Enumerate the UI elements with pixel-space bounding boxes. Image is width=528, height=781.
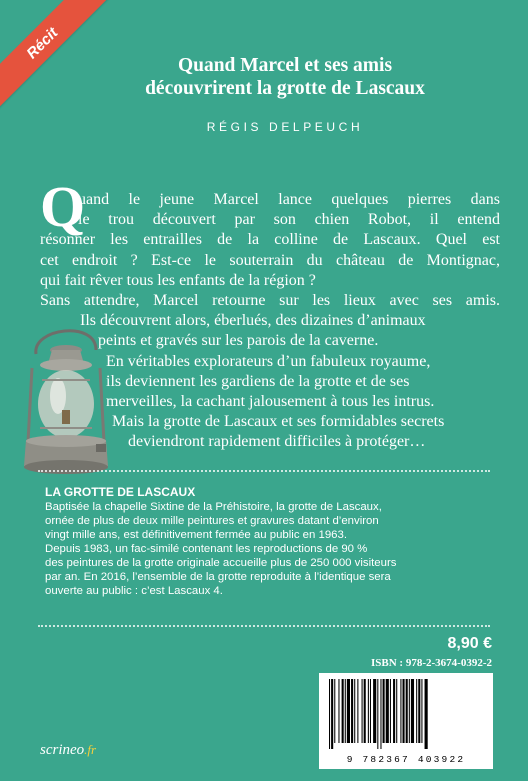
book-title-line-2: découvrirent la grotte de Lascaux: [145, 78, 425, 99]
barcode-bar: [338, 679, 339, 743]
blurb-line: résonner les entrailles de la colline de Lascaux. Quel est: [40, 231, 500, 249]
info-line: ouverte au public : c’est Lascaux 4.: [45, 585, 223, 597]
blurb-line: Mais la grotte de Lascaux et ses formidables secrets: [112, 413, 445, 431]
blurb-line: Sans attendre, Marcel retourne sur les lieux avec ses amis.: [40, 291, 500, 309]
barcode-bar: [377, 679, 378, 749]
book-title: [110, 54, 460, 100]
barcode-bar: [409, 679, 410, 743]
separator-top: [38, 470, 490, 472]
barcode-bar: [380, 679, 381, 749]
separator-bottom: [38, 625, 490, 627]
blurb-line: ils deviennent les gardiens de la grotte et de ses: [106, 372, 410, 390]
blurb-line: En véritables explorateurs d’un fabuleux royaume,: [106, 352, 431, 370]
publisher-domain: .fr: [84, 742, 97, 757]
blurb-line: Ils découvrent alors, éberlués, des dizaines d’animaux: [80, 312, 426, 330]
barcode-bars: [325, 679, 487, 751]
barcode-bar: [329, 679, 330, 749]
barcode-bar: [403, 679, 405, 743]
book-title-line-1: Quand Marcel et ses amis: [177, 55, 393, 76]
barcode: [319, 673, 493, 769]
book-author: RÉGIS DELPEUCH: [206, 120, 364, 134]
barcode-digits: 9 782367 403922: [346, 754, 466, 765]
info-line: Baptisée la chapelle Sixtine de la Préhistoire, la grotte de Lascaux,: [45, 501, 382, 513]
barcode-bar: [383, 679, 385, 743]
barcode-bar: [357, 679, 358, 743]
info-line: vingt mille ans, est définitivement fermée au public en 1963.: [45, 529, 348, 541]
blurb-line: deviendront rapidement difficiles à protéger…: [128, 433, 426, 451]
blurb-line: merveilles, la cachant jalousement à tous les intrus.: [106, 392, 435, 410]
genre-label: Récit: [23, 24, 61, 62]
barcode-bar: [411, 679, 414, 743]
barcode-bar: [331, 679, 333, 749]
barcode-bar: [362, 679, 363, 743]
barcode-bar: [416, 679, 417, 743]
blurb-dropcap: Q: [40, 174, 86, 239]
barcode-bar: [406, 679, 408, 743]
info-line: Depuis 1983, un fac-similé contenant les reproductions de 90 %: [45, 543, 368, 555]
barcode-bar: [334, 679, 335, 743]
barcode-bar: [396, 679, 397, 743]
price: 8,90 €: [447, 635, 492, 652]
blurb-line: cet endroit ? Est-ce le souterrain du château de Montignac,: [40, 251, 500, 269]
info-line: ornée de plus de deux mille peintures et gravures datant d’environ: [45, 515, 379, 527]
oil-lantern-illustration: [12, 310, 120, 482]
info-heading: LA GROTTE DE LASCAUX: [45, 485, 196, 499]
barcode-bar: [354, 679, 355, 743]
barcode-bar: [370, 679, 371, 743]
barcode-bar: [390, 679, 391, 743]
barcode-bar: [368, 679, 369, 743]
genre-ribbon: [0, 0, 109, 110]
barcode-bar: [345, 679, 346, 743]
publisher-name: scrineo: [40, 742, 85, 758]
barcode-bar: [351, 679, 353, 743]
isbn: ISBN : 978-2-3674-0392-2: [371, 657, 492, 669]
info-box: [45, 485, 495, 598]
info-line: par an. En 2016, l’ensemble de la grotte reproduite à l’identique sera: [45, 571, 391, 583]
barcode-bar: [400, 679, 401, 743]
barcode-bar: [418, 679, 420, 743]
barcode-bar: [364, 679, 366, 743]
blurb-line: qui fait rêver tous les enfants de la région ?: [40, 271, 316, 289]
barcode-bar: [421, 679, 422, 743]
blurb-line: uand le jeune Marcel lance quelques pierres dans: [78, 191, 500, 208]
blurb-line: peints et gravés sur les parois de la caverne.: [98, 332, 379, 350]
publisher-logo: [40, 742, 96, 759]
barcode-bar: [347, 679, 350, 743]
info-line: des peintures de la grotte originale accueille plus de 250 000 visiteurs: [45, 557, 397, 569]
barcode-bar: [373, 679, 376, 743]
barcode-bar: [342, 679, 344, 743]
barcode-bar: [393, 679, 395, 743]
barcode-bar: [425, 679, 428, 749]
barcode-bar: [386, 679, 389, 743]
blurb-line: le trou découvert par son chien Robot, il entend: [78, 211, 500, 229]
